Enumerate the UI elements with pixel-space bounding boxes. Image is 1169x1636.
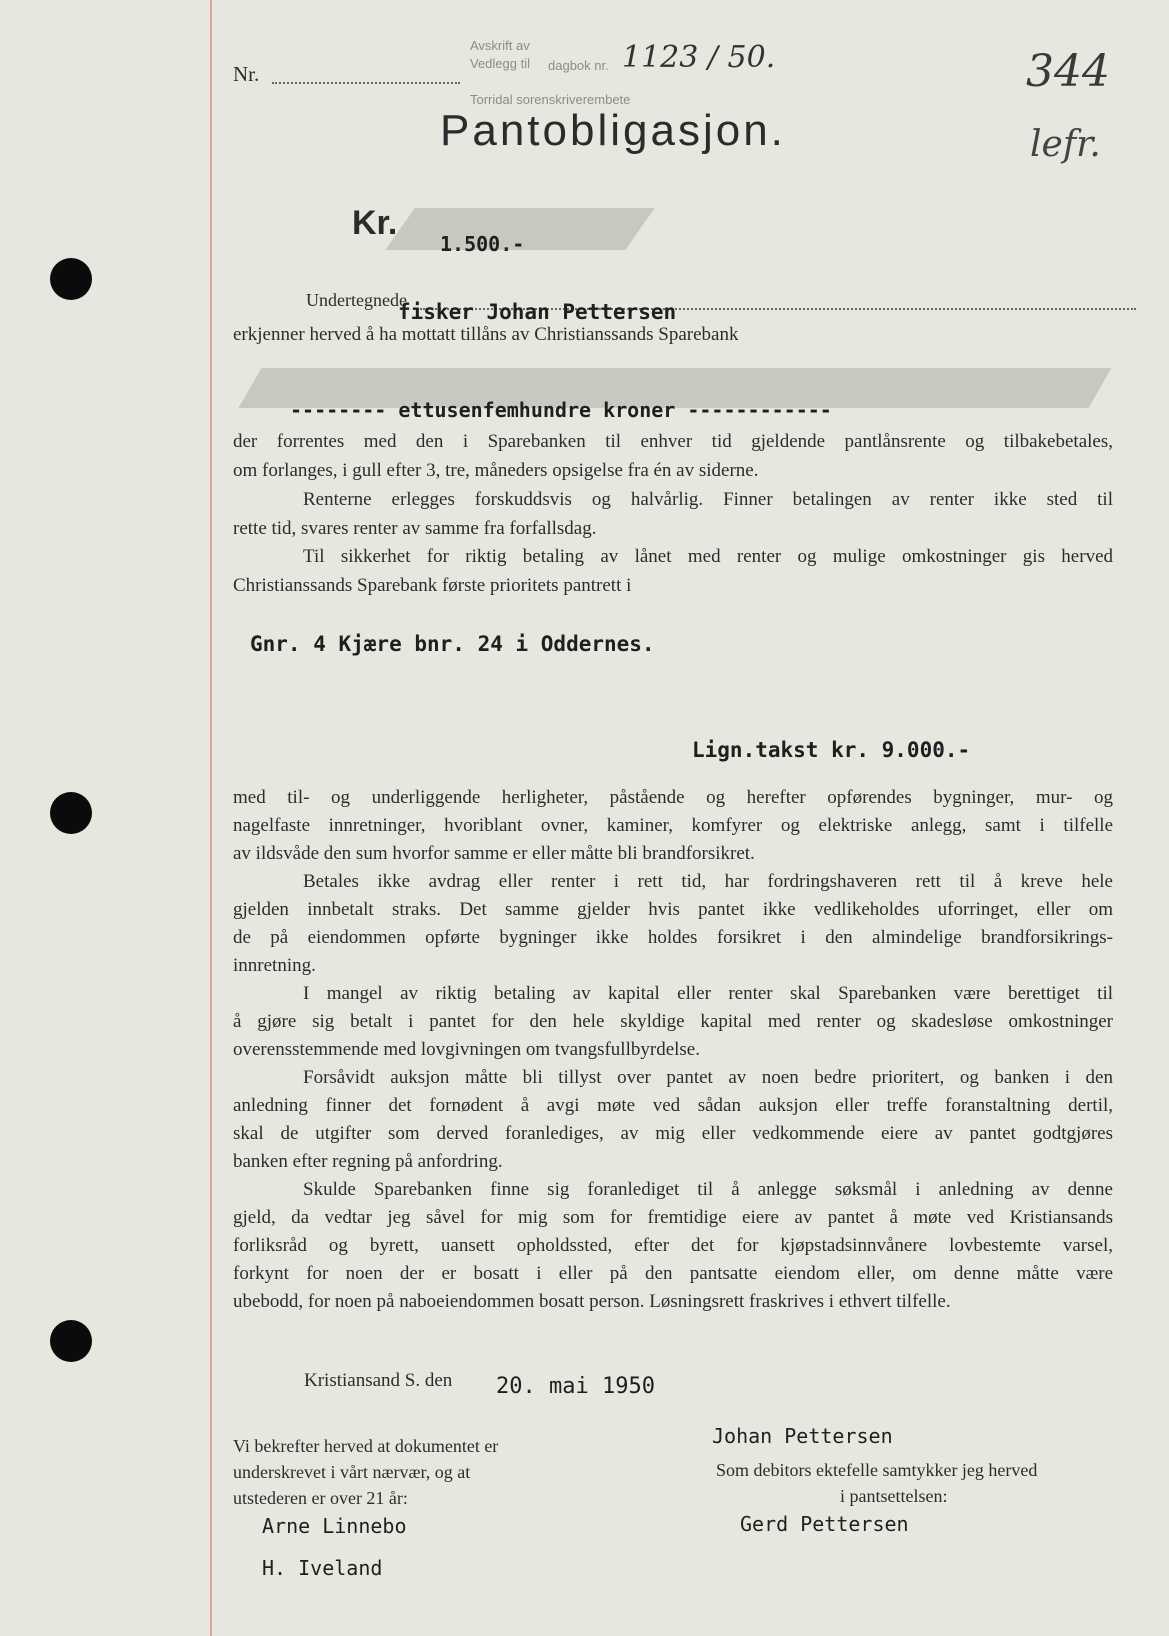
litigation-line-5: ubebodd, for noen på naboeiendommen bosatt person. Løsningsrett fraskrives i ethvert tilfelle. [233,1291,951,1312]
litigation-line-2: gjeld, da vedtar jeg såvel for mig som for fremtidige eiere av pantet å møte ved Kristiansands [233,1207,1113,1228]
appurtenances-line-3: av ildsvåde den sum hvorfor samme er eller måtte bli brandforsikret. [233,843,755,864]
payment-line-2: rette tid, svares renter av samme fra forfallsdag. [233,518,597,539]
dagbok-label: dagbok nr. [548,58,609,73]
debtor-signature: Johan Pettersen [712,1424,893,1448]
default-line-1: Betales ikke avdrag eller renter i rett tid, har fordringshaveren rett til å kreve hele [303,871,1113,892]
auction-line-3: skal de utgifter som derved foranlediges, av mig eller vedkommende eiere av pantet godtgjøres [233,1123,1113,1144]
tax-value: Lign.takst kr. 9.000.- [692,738,971,762]
property-description: Gnr. 4 Kjære bnr. 24 i Oddernes. [250,632,655,656]
signing-date: 20. mai 1950 [496,1374,655,1399]
signing-place: Kristiansand S. den [304,1370,453,1391]
amount-in-words: -------- ettusenfemhundre kroner ------------ [290,398,832,422]
payment-line-1: Renterne erlegges forskuddsvis og halvårlig. Finner betalingen av renter ikke sted til [303,489,1113,510]
enforcement-line-2: å gjøre sig betalt i pantet for den hele skyldige kapital med renter og skadesløse omkostninger [233,1011,1113,1032]
nr-dotted-line [272,82,460,84]
auction-line-1: Forsåvidt auksjon måtte bli tillyst over pantet av noen bedre prioritert, og banken i den [303,1067,1113,1088]
stamp-line-3: Torridal sorenskriverembete [470,92,631,107]
dagbok-number: 1123 / 50. [622,40,776,75]
punch-hole-middle [50,792,92,834]
stamp-line-1: Avskrift av [470,38,530,53]
interest-line-1: der forrentes med den i Sparebanken til enhver tid gjeldende pantlånsrente og tilbakebetales, [233,431,1113,452]
witness-signature-1: Arne Linnebo [262,1514,407,1538]
interest-line-2: om forlanges, i gull efter 3, tre, måneders opsigelse fra én av siderne. [233,460,759,481]
debtor-label: Undertegnede [306,290,407,310]
appurtenances-line-2: nagelfaste innretninger, hvoriblant ovner, kaminer, komfyrer og elektriske anlegg, samt i tilfelle [233,815,1113,836]
default-line-3: de på eiendommen opførte bygninger ikke holdes forsikret i den almindelige brandforsikrings- [233,927,1113,948]
appurtenances-line-1: med til- og underliggende herligheter, påstående og herefter opførendes bygninger, mur- og [233,787,1113,808]
handwritten-note: lefr. [1030,124,1101,165]
litigation-line-1: Skulde Sparebanken finne sig foranlediget til å anlegge søksmål i anledning av denne [303,1179,1113,1200]
spouse-consent-2: i pantsettelsen: [840,1486,948,1506]
margin-line [210,0,212,1636]
security-line-1: Til sikkerhet for riktig betaling av lånet med renter og mulige omkostninger gis herved [303,546,1113,567]
litigation-line-3: forliksråd og byrett, uansett opholdssted, efter det for kjøpstadsinnvånere lovbestemte varsel, [233,1235,1113,1256]
punch-hole-bottom [50,1320,92,1362]
witness-text-3: utstederen er over 21 år: [233,1488,408,1508]
enforcement-line-3: overensstemmende med lovgivningen om tvangsfullbyrdelse. [233,1039,700,1060]
witness-text-2: underskrevet i vårt nærvær, og at [233,1462,471,1482]
document-title: Pantobligasjon. [440,106,786,155]
spouse-signature: Gerd Pettersen [740,1512,909,1536]
amount-value: 1.500.- [440,232,525,256]
default-line-4: innretning. [233,955,316,976]
auction-line-4: banken efter regning på anfordring. [233,1151,503,1172]
nr-label: Nr. [233,62,260,86]
currency-label: Kr. [352,204,398,242]
security-line-2: Christianssands Sparebank første prioritets pantrett i [233,575,632,596]
debtor-name: fisker Johan Pettersen [398,300,677,324]
witness-signature-2: H. Iveland [262,1556,383,1580]
litigation-line-4: forkynt for noen der er bosatt i eller på den pantsatte eiendom eller, om denne måtte være [233,1263,1113,1284]
witness-text-1: Vi bekrefter herved at dokumentet er [233,1436,499,1456]
acknowledgement-line: erkjenner herved å ha mottatt tillåns av Christianssands Sparebank [233,324,739,345]
stamp-line-2: Vedlegg til [470,56,530,71]
auction-line-2: anledning finner det fornødent å avgi møte ved sådan auksjon eller treffe foranstaltning dertil, [233,1095,1113,1116]
page-number: 344 [1026,46,1110,97]
punch-hole-top [50,258,92,300]
spouse-consent-1: Som debitors ektefelle samtykker jeg herved [716,1460,1038,1480]
default-line-2: gjelden innbetalt straks. Det samme gjelder hvis pantet ikke vedlikeholdes uforringet, eller om [233,899,1113,920]
enforcement-line-1: I mangel av riktig betaling av kapital eller renter skal Sparebanken være berettiget til [303,983,1113,1004]
